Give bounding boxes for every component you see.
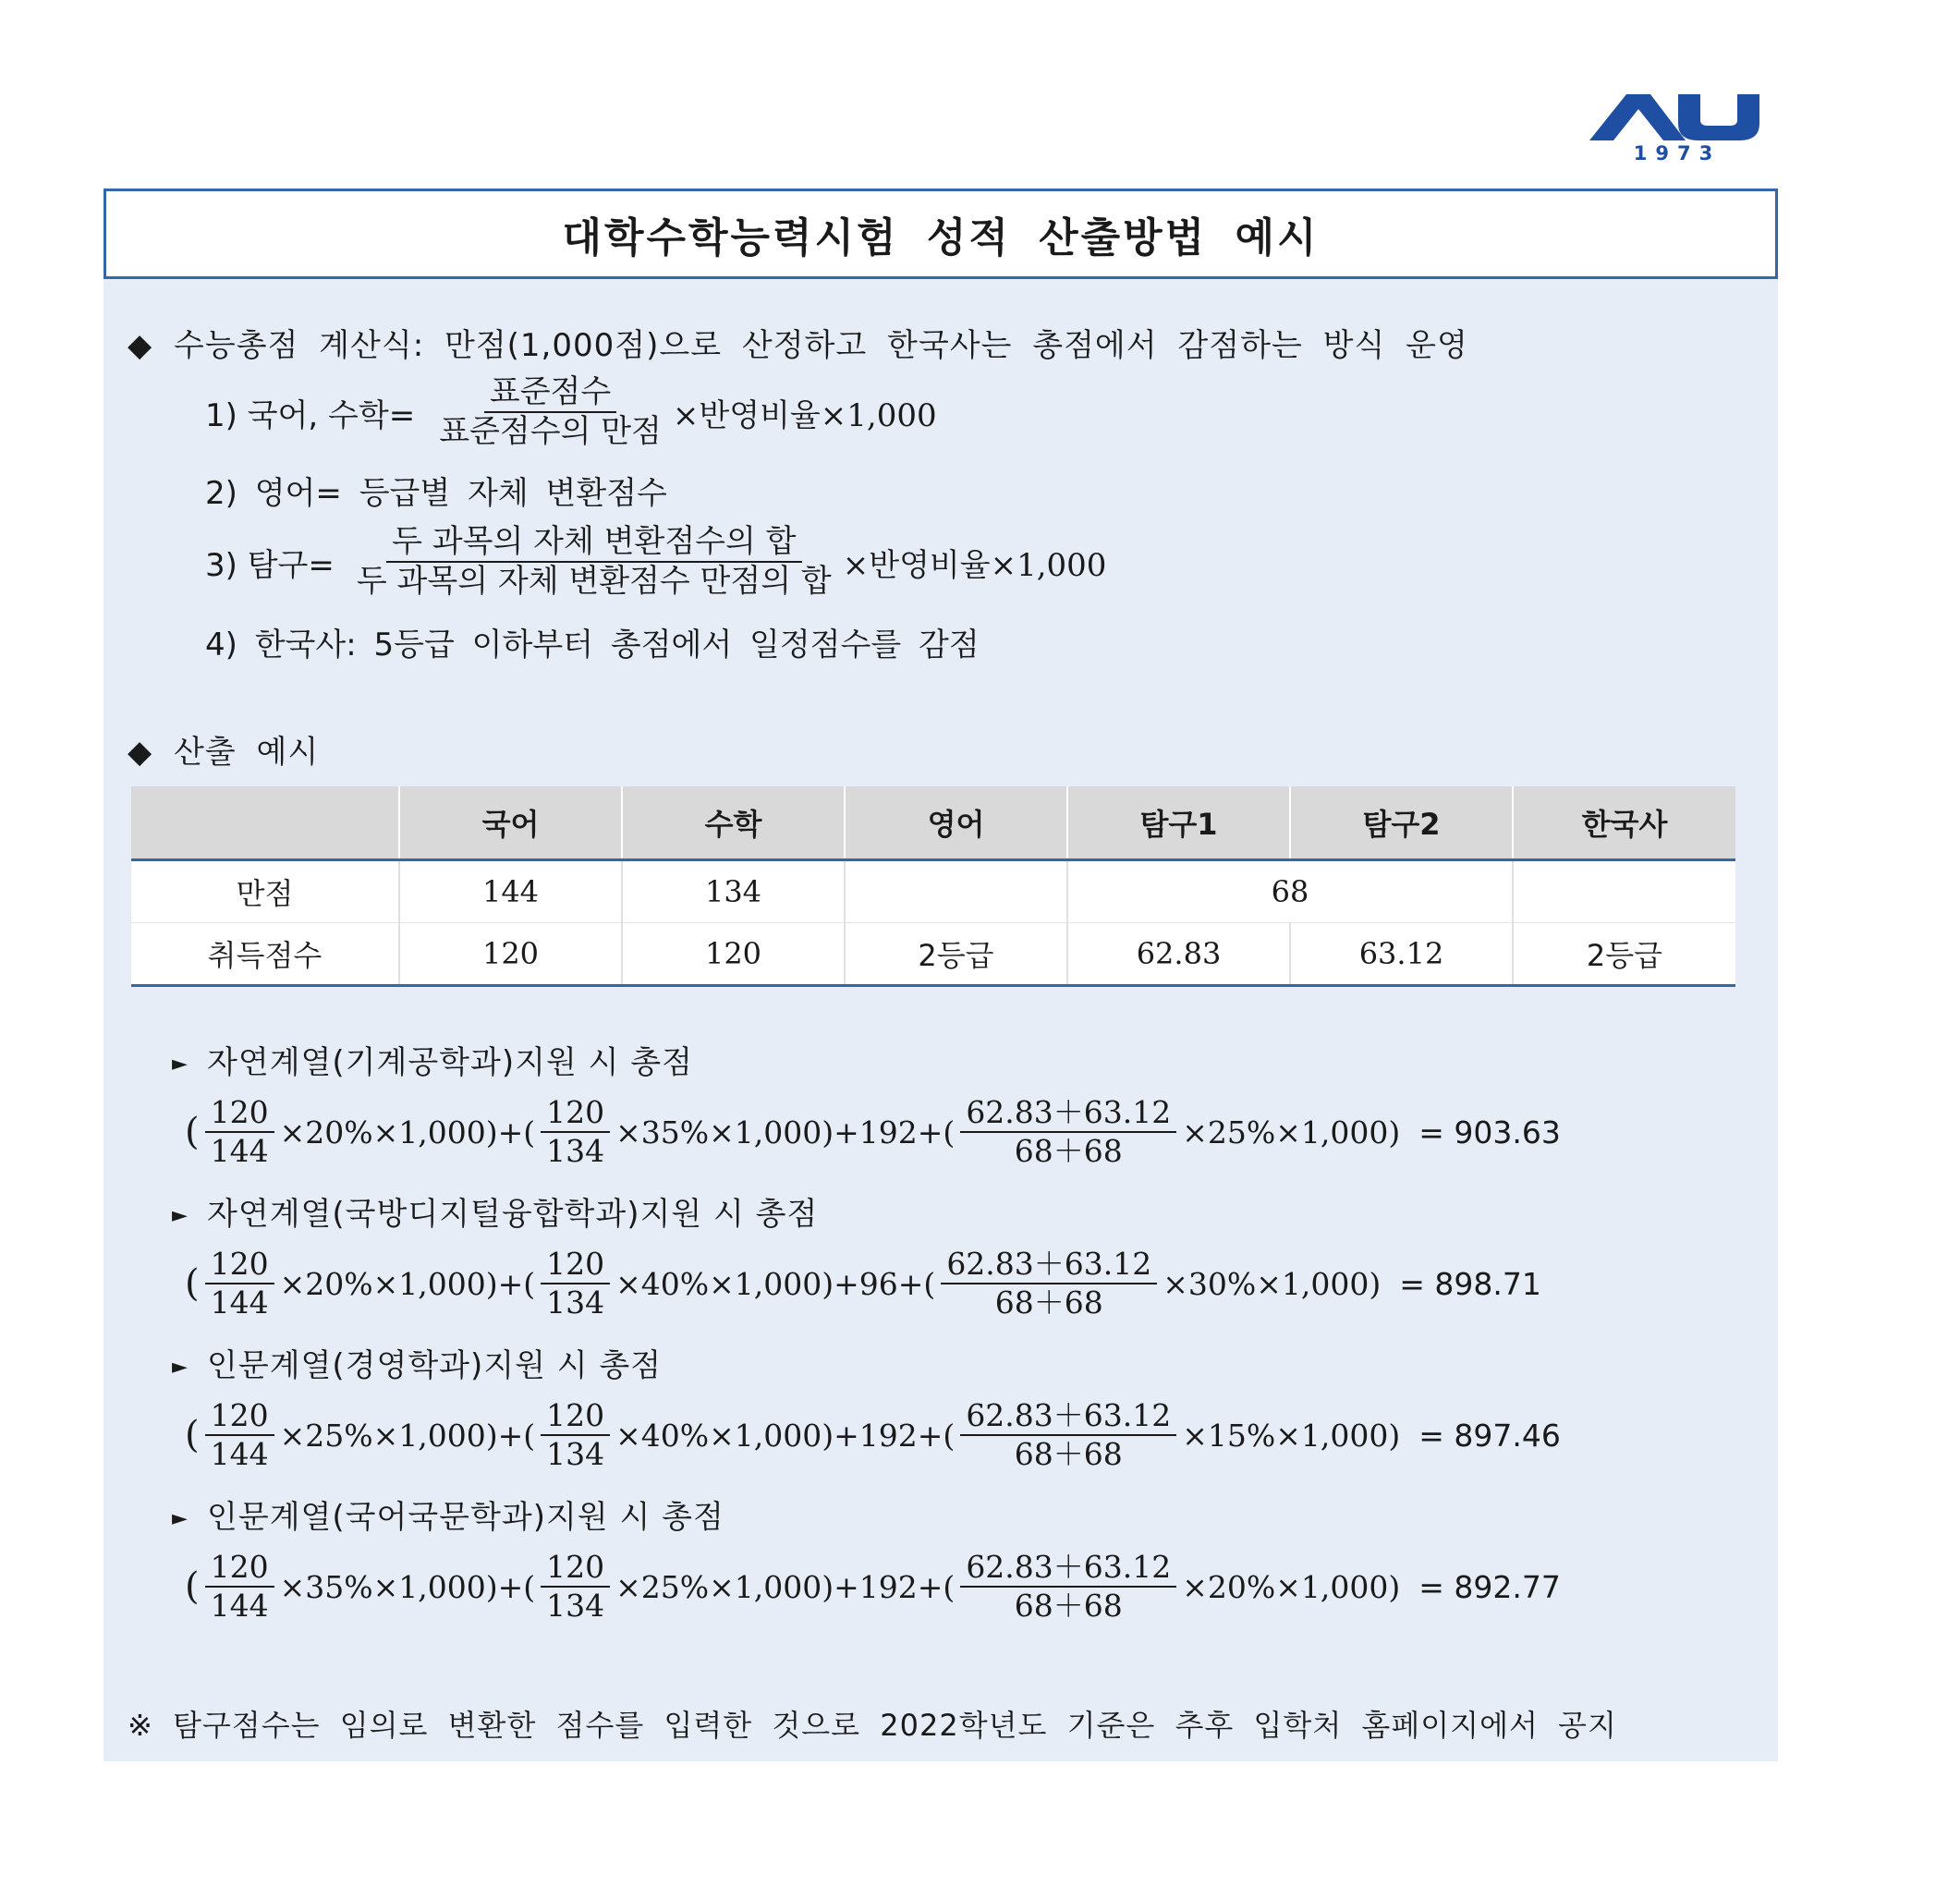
- formula-label: 4) 한국사: 5등급 이하부터 총점에서 일정점수를 감점: [205, 627, 980, 663]
- diamond-bullet-icon: ◆: [128, 327, 153, 364]
- formula-fraction: [351, 525, 837, 600]
- triangle-bullet-icon: ►: [172, 1053, 189, 1076]
- math-fraction: $\frac{120}{134}$: [541, 1096, 610, 1169]
- inquiry-fraction: $\frac{62.83+63.12}{68+68}$: [960, 1551, 1176, 1624]
- table-cell: 63.12: [1290, 923, 1513, 986]
- math-fraction: $\frac{120}{134}$: [541, 1399, 610, 1472]
- formula-history: [205, 619, 980, 664]
- table-cell: 2등급: [845, 923, 1067, 986]
- case-title: [172, 1340, 662, 1385]
- inquiry-fraction: $\frac{62.83+63.12}{68+68}$: [960, 1399, 1176, 1472]
- formula-tail: ×반영비율×1,000: [672, 396, 937, 434]
- formula-label: 3) 탐구=: [205, 546, 335, 584]
- case-title-text: 자연계열(기계공학과)지원 시 총점: [207, 1044, 693, 1081]
- case-title-text: 인문계열(경영학과)지원 시 총점: [207, 1347, 663, 1384]
- table-cell: 68: [1067, 860, 1513, 923]
- table-row: [131, 860, 1735, 923]
- fraction-denominator: 표준점수의 만점: [439, 413, 662, 451]
- table-header-cell: 국어: [399, 786, 622, 860]
- table-header-row: [131, 786, 1735, 860]
- table-cell: 120: [622, 923, 845, 986]
- au-logo: [1589, 89, 1765, 164]
- case-title: [172, 1491, 724, 1537]
- row-label: 만점: [131, 860, 399, 923]
- table-cell: 2등급: [1513, 923, 1735, 986]
- formula-fraction: [433, 375, 667, 450]
- case-result: = 898.71: [1399, 1265, 1541, 1302]
- case-result: = 892.77: [1418, 1568, 1561, 1605]
- table-header-cell: 탐구1: [1067, 786, 1290, 860]
- table-cell: [1513, 860, 1735, 923]
- formula-section-heading: [128, 320, 1468, 365]
- case-result: = 903.63: [1418, 1114, 1561, 1150]
- table-cell: 120: [399, 923, 622, 986]
- case-calculation: ( $\frac{120}{144}$ ×20%×1,000)+( $\frac{120}{134}$ ×40%×1,000)+96+( $\frac{62.83+63.12}{68+68}$ ×30%×1,000) = 898.71: [185, 1246, 1541, 1321]
- table-header-cell: 한국사: [1513, 786, 1735, 860]
- case-title-text: 인문계열(국어국문학과)지원 시 총점: [207, 1499, 724, 1536]
- row-label: 취득점수: [131, 923, 399, 986]
- case-calculation: ( $\frac{120}{144}$ ×35%×1,000)+( $\frac{120}{134}$ ×25%×1,000)+192+( $\frac{62.83+63.12}{68+68}$ ×20%×1,000) = 892.77: [185, 1549, 1561, 1625]
- formula-korean-math: [205, 375, 937, 450]
- case-title-text: 자연계열(국방디지털융합학과)지원 시 총점: [207, 1196, 819, 1233]
- korean-fraction: $\frac{120}{144}$: [205, 1248, 274, 1321]
- triangle-bullet-icon: ►: [172, 1507, 189, 1530]
- korean-fraction: $\frac{120}{144}$: [205, 1399, 274, 1472]
- table-cell: [845, 860, 1067, 923]
- fraction-denominator: 두 과목의 자체 변환점수 만점의 합: [356, 563, 832, 601]
- table-header-cell: 수학: [622, 786, 845, 860]
- case-calculation: ( $\frac{120}{144}$ ×25%×1,000)+( $\frac{120}{134}$ ×40%×1,000)+192+( $\frac{62.83+63.12}{68+68}$ ×15%×1,000) = 897.46: [185, 1397, 1561, 1473]
- example-heading-text: 산출 예시: [174, 734, 320, 771]
- fraction-numerator: 두 과목의 자체 변환점수의 합: [386, 525, 801, 563]
- score-table: [131, 786, 1735, 987]
- table-header-cell: 탐구2: [1290, 786, 1513, 860]
- triangle-bullet-icon: ►: [172, 1204, 189, 1227]
- logo-year: 1973: [1633, 142, 1722, 164]
- formula-english: [205, 468, 667, 513]
- formula-tail: ×반영비율×1,000: [842, 546, 1107, 584]
- inquiry-fraction: $\frac{62.83+63.12}{68+68}$: [960, 1096, 1176, 1169]
- math-fraction: $\frac{120}{134}$: [541, 1248, 610, 1321]
- case-result: = 897.46: [1418, 1417, 1561, 1454]
- formula-label: 2) 영어= 등급별 자체 변환점수: [205, 475, 667, 512]
- korean-fraction: $\frac{120}{144}$: [205, 1096, 274, 1169]
- title-box: [103, 189, 1778, 279]
- case-title: [172, 1188, 818, 1234]
- fraction-numerator: 표준점수: [484, 375, 616, 413]
- triangle-bullet-icon: ►: [172, 1356, 189, 1379]
- page-title: 대학수학능력시험 성적 산출방법 예시: [562, 214, 1320, 262]
- inquiry-fraction: $\frac{62.83+63.12}{68+68}$: [941, 1248, 1157, 1321]
- formula-heading-text: 수능총점 계산식: 만점(1,000점)으로 산정하고 한국사는 총점에서 감점하는 방식 운영: [174, 327, 1468, 364]
- footnote: ※ 탐구점수는 임의로 변환한 점수를 입력한 것으로 2022학년도 기준은 추후 입학처 홈페이지에서 공지: [128, 1708, 1617, 1743]
- korean-fraction: $\frac{120}{144}$: [205, 1551, 274, 1624]
- table-cell: 144: [399, 860, 622, 923]
- case-title: [172, 1037, 693, 1082]
- case-calculation: ( $\frac{120}{144}$ ×20%×1,000)+( $\frac{120}{134}$ ×35%×1,000)+192+( $\frac{62.83+63.12}{68+68}$ ×25%×1,000) = 903.63: [185, 1094, 1561, 1170]
- table-row: [131, 923, 1735, 986]
- formula-inquiry: [205, 525, 1106, 600]
- table-cell: 134: [622, 860, 845, 923]
- table-header-cell: 영어: [845, 786, 1067, 860]
- diamond-bullet-icon: ◆: [128, 734, 153, 771]
- math-fraction: $\frac{120}{134}$: [541, 1551, 610, 1624]
- table-cell: 62.83: [1067, 923, 1290, 986]
- table-header-cell: [131, 786, 399, 860]
- formula-label: 1) 국어, 수학=: [205, 396, 416, 434]
- example-section-heading: [128, 726, 319, 772]
